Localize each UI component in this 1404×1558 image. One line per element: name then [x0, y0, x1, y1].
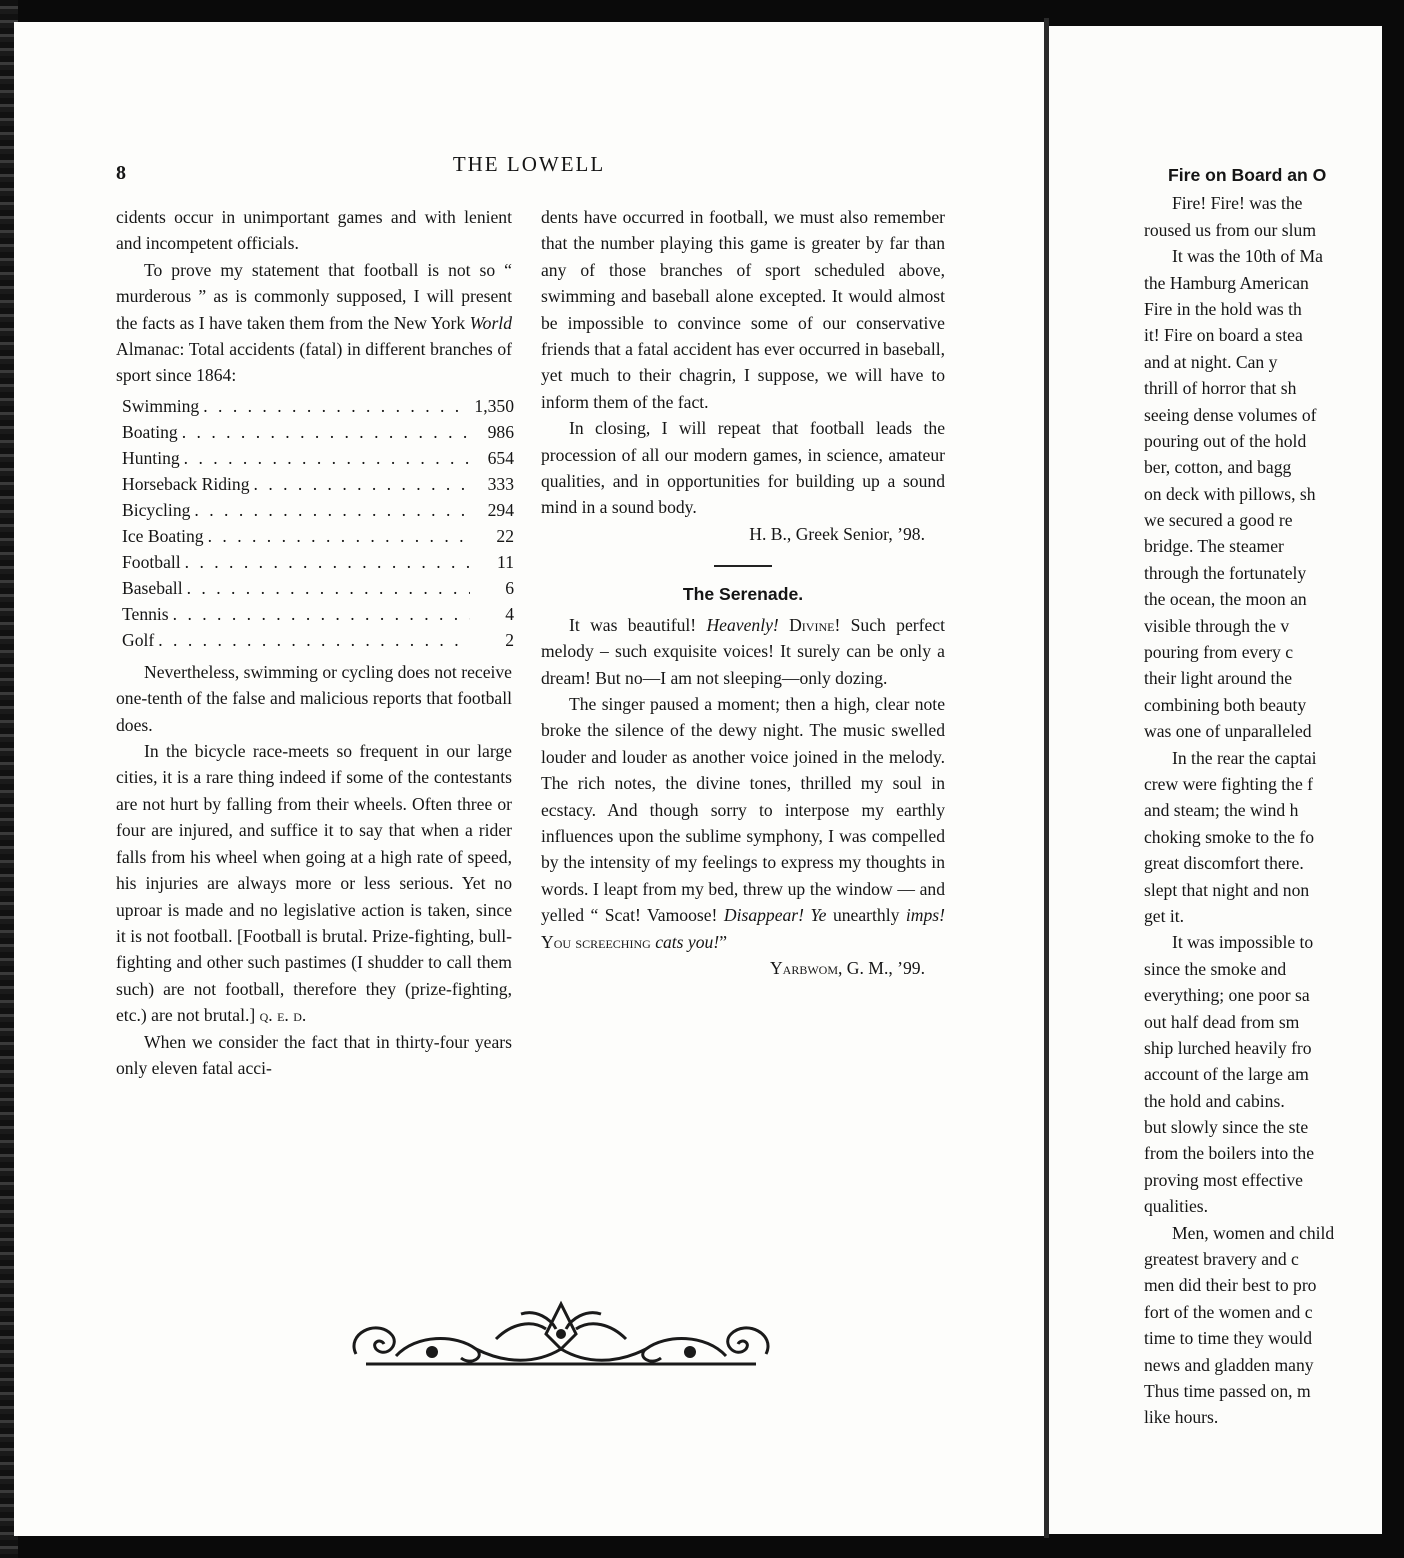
accidents-table	[122, 393, 514, 653]
paragraph: To prove my statement that football is not so “ murderous ” as is commonly supposed, I will present the facts as I have taken them from the New York World Almanac: Total accidents (fatal) in different branches of sport since 1864:	[116, 259, 512, 386]
section-heading: The Serenade.	[682, 584, 804, 605]
text-line: the Hamburg American	[1144, 272, 1309, 293]
text-line: visible through the v	[1144, 615, 1290, 636]
paragraph: dents have occurred in football, we must also remember that the number playing this game is greater by far than any of those branches of sport scheduled above, swimming and baseball alone excepted. It would almost be impossible to convince some of our conservative friends that a fatal accident has ever occurred in baseball, yet much to their chagrin, I suppose, we will have to inform them of the fact.	[541, 207, 945, 412]
signature: Yarbwom, G. M., ’99.	[769, 957, 925, 978]
right-page	[1049, 26, 1382, 1534]
text-line: Thus time passed on, m	[1144, 1380, 1311, 1401]
text-line: It was impossible to	[1172, 932, 1314, 953]
table-row: Golf . . . 2	[122, 627, 514, 653]
text-line: but slowly since the ste	[1144, 1117, 1309, 1138]
text-line: Fire in the hold was th	[1144, 298, 1302, 319]
table-row: Tennis . . . 4	[122, 601, 514, 627]
scan-border	[1382, 0, 1404, 1558]
text-line: ship lurched heavily fro	[1144, 1037, 1312, 1058]
table-row: Boating . . . 986	[122, 419, 514, 445]
text-line: get it.	[1144, 905, 1185, 926]
text-line: Men, women and child	[1172, 1222, 1335, 1243]
text-line: through the fortunately	[1144, 562, 1307, 583]
text-line: their light around the	[1144, 668, 1293, 689]
text-line: time to time they would	[1144, 1328, 1313, 1349]
text-line: It was the 10th of Ma	[1172, 246, 1323, 267]
paragraph: The singer paused a moment; then a high, clear note broke the silence of the dewy night. The music swelled louder and louder as another voice joined in the melody. The rich notes, the divine tones, thrilled my soul in ecstacy. And though sorry to interpose my earthly influences upon the sublime symphony, I was compelled by the intensity of my feelings to express my thoughts in words. I leapt from my bed, threw up the window — and yelled “ Scat! Vamoose! Disappear! Ye unearthly imps! You screeching cats you!”	[541, 693, 945, 952]
section-heading: Fire on Board an O	[1168, 165, 1327, 185]
signature: H. B., Greek Senior, ’98.	[749, 523, 925, 544]
text-line: we secured a good re	[1144, 510, 1293, 531]
paragraph: Nevertheless, swimming or cycling does not receive one-tenth of the false and malicious reports that football does.	[116, 661, 512, 735]
table-row: Bicycling . . . 294	[122, 497, 514, 523]
text-line: Fire! Fire! was the	[1172, 193, 1303, 214]
section-divider	[714, 565, 772, 567]
text-line: men did their best to pro	[1144, 1275, 1317, 1296]
text-line: crew were fighting the f	[1144, 773, 1314, 794]
paragraph: It was beautiful! Heavenly! Divine! Such perfect melody – such exquisite voices! It surely can be only a dream! But no—I am not sleeping—only dozing.	[541, 614, 945, 688]
text-line: since the smoke and	[1144, 958, 1287, 979]
text-line: proving most effective	[1144, 1169, 1303, 1190]
text-line: bridge. The steamer	[1144, 536, 1284, 557]
text-line: was one of unparalleled	[1144, 721, 1312, 742]
text-line: the ocean, the moon an	[1144, 589, 1307, 610]
text-line: fort of the women and c	[1144, 1301, 1313, 1322]
text-line: and steam; the wind h	[1144, 800, 1299, 821]
text-line: In the rear the captai	[1172, 747, 1317, 768]
text-column-right	[541, 204, 945, 981]
text-line: ber, cotton, and bagg	[1144, 457, 1292, 478]
text-line: thrill of horror that sh	[1144, 378, 1297, 399]
paragraph: When we consider the fact that in thirty-four years only eleven fatal acci-	[116, 1031, 512, 1078]
table-row: Swimming . . . 1,350	[122, 393, 514, 419]
text-line: pouring out of the hold	[1144, 430, 1307, 451]
text-line: the hold and cabins.	[1144, 1090, 1285, 1111]
text-line: seeing dense volumes of	[1144, 404, 1317, 425]
table-row: Baseball . . . 6	[122, 575, 514, 601]
text-line: account of the large am	[1144, 1064, 1309, 1085]
table-row: Ice Boating . . . 22	[122, 523, 514, 549]
text-line: news and gladden many	[1144, 1354, 1314, 1375]
text-line: qualities.	[1144, 1196, 1209, 1217]
paragraph: In the bicycle race-meets so frequent in our large cities, it is a rare thing indeed if some of the contestants are not hurt by falling from their wheels. Often three or four are injured, and suffice it to say that when a rider falls from his wheel when going at a high rate of speed, his injuries are always more or less serious. Yet no uproar is made and no legislative action is taken, since it is not football. [Football is brutal. Prize-fighting, bull-fighting and other such pastimes (I shudder to call them such) are not football, therefore they (prize-fighting, etc.) are not brutal.] q. e. d.	[116, 741, 512, 1026]
text-line: greatest bravery and c	[1144, 1249, 1299, 1270]
text-line: pouring from every c	[1144, 642, 1294, 663]
text-line: slept that night and non	[1144, 879, 1310, 900]
text-line: out half dead from sm	[1144, 1011, 1300, 1032]
running-head: THE LOWELL	[452, 152, 606, 176]
paragraph: In closing, I will repeat that football leads the procession of all our modern games, in science, amateur qualities, and in opportunities for building up a sound mind in a sound body.	[541, 418, 945, 518]
text-line: everything; one poor sa	[1144, 985, 1310, 1006]
text-line: combining both beauty	[1144, 694, 1307, 715]
text-line: like hours.	[1144, 1407, 1219, 1428]
right-page-column	[1144, 162, 1382, 1431]
text-line: it! Fire on board a stea	[1144, 325, 1303, 346]
table-row: Football . . . 11	[122, 549, 514, 575]
table-row: Horseback Riding . . . 333	[122, 471, 514, 497]
page-number: 8	[116, 162, 126, 184]
text-line: roused us from our slum	[1144, 219, 1317, 240]
text-line: on deck with pillows, sh	[1144, 483, 1316, 504]
text-line: from the boilers into the	[1144, 1143, 1315, 1164]
text-line: and at night. Can y	[1144, 351, 1278, 372]
table-row: Hunting . . . 654	[122, 445, 514, 471]
text-line: great discomfort there.	[1144, 853, 1304, 874]
paragraph: cidents occur in unimportant games and with lenient and incompetent officials.	[116, 207, 512, 254]
text-column-left	[116, 204, 512, 1081]
ornament-scroll-icon	[336, 1294, 786, 1384]
left-page	[14, 22, 1044, 1536]
text-line: choking smoke to the fo	[1144, 826, 1315, 847]
